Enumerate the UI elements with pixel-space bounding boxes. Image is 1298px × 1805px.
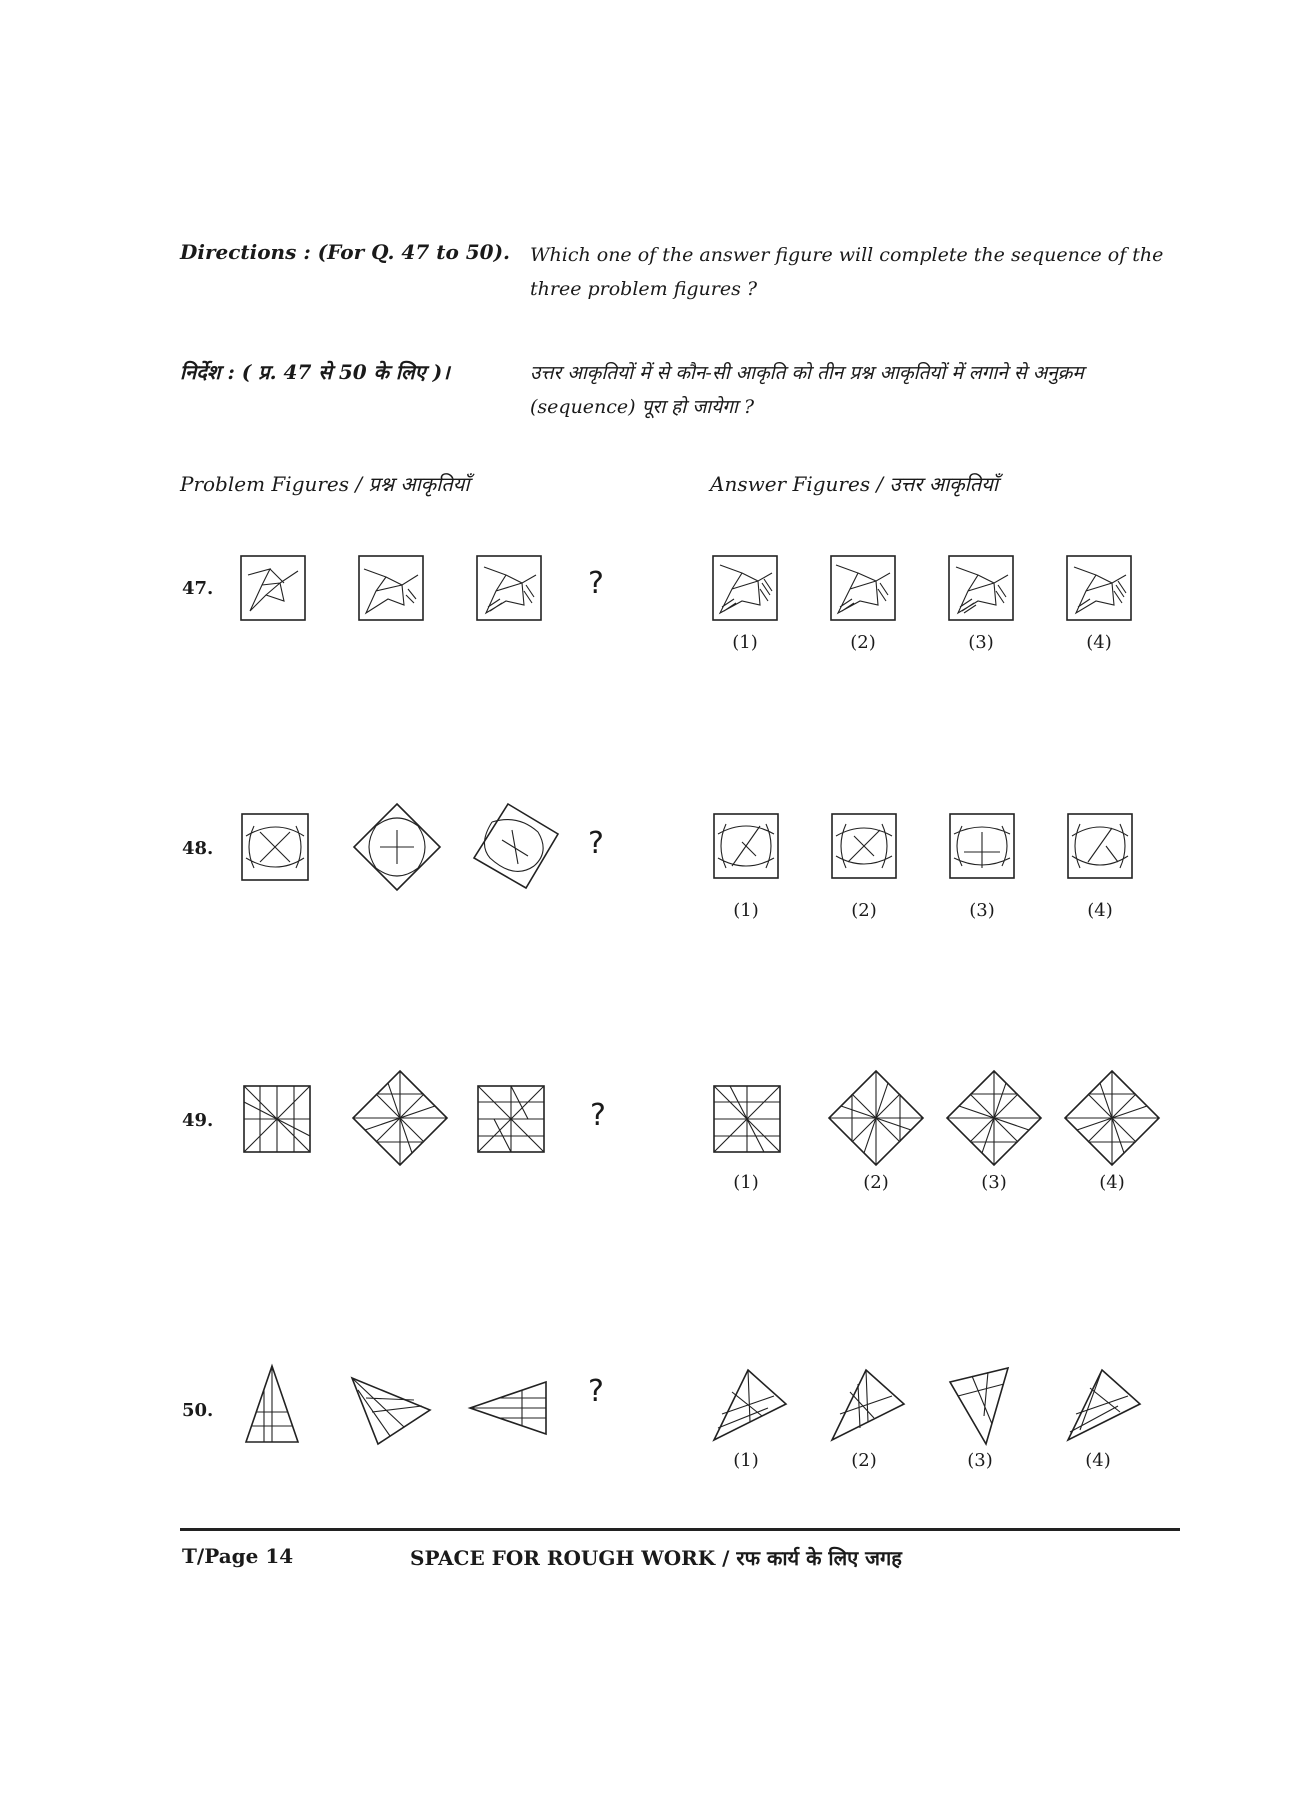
q49-problem-figure-2 [350,1068,450,1168]
q48-problem-figure-3 [468,800,562,894]
option-label-4: (4) [1085,1450,1111,1471]
problem-figures-header: Problem Figures / प्रश्न आकृतियाँ [180,472,470,496]
q50-problem-figure-2 [350,1376,432,1446]
q49-answer-figure-4[interactable] [1062,1068,1162,1168]
directions-text-en: Which one of the answer figure will complete the sequence of the three problem figures ? [530,244,1164,300]
question-mark: ? [590,1098,606,1133]
option-label-2: (2) [851,1450,877,1471]
footer-divider [180,1528,1180,1531]
q49-problem-figure-1 [242,1084,312,1154]
option-label-3: (3) [968,632,994,653]
option-label-3: (3) [969,900,995,921]
q47-answer-figure-2[interactable] [830,555,896,621]
q50-problem-figure-3 [468,1380,548,1436]
option-label-1: (1) [733,1172,759,1193]
option-label-1: (1) [732,632,758,653]
question-number: 50. [182,1400,214,1421]
directions-text-hi: उत्तर आकृतियों में से कौन-सी आकृति को तीन प्रश्न आकृतियों में लगाने से अनुक्रम (sequence) पूरा हो जायेगा ? [530,362,1084,418]
q47-answer-figure-3[interactable] [948,555,1014,621]
q50-answer-figure-3[interactable] [948,1366,1010,1446]
option-label-2: (2) [850,632,876,653]
question-number: 47. [182,578,214,599]
option-label-2: (2) [851,900,877,921]
q48-answer-figure-2[interactable] [830,812,898,880]
q47-problem-figure-1 [240,555,306,621]
directions-label-hi: निर्देश : ( प्र. 47 से 50 के लिए )। [180,360,450,384]
q48-answer-figure-3[interactable] [948,812,1016,880]
option-label-4: (4) [1086,632,1112,653]
directions-label-en: Directions : (For Q. 47 to 50). [180,240,511,264]
question-mark: ? [588,1374,604,1409]
question-number: 49. [182,1110,214,1131]
q47-answer-figure-1[interactable] [712,555,778,621]
option-label-2: (2) [863,1172,889,1193]
q48-problem-figure-2 [350,800,444,894]
q50-answer-figure-4[interactable] [1066,1368,1142,1442]
q49-answer-figure-1[interactable] [712,1084,782,1154]
question-number: 48. [182,838,214,859]
option-label-4: (4) [1087,900,1113,921]
question-mark: ? [588,826,604,861]
option-label-4: (4) [1099,1172,1125,1193]
q47-problem-figure-2 [358,555,424,621]
q50-answer-figure-1[interactable] [712,1368,788,1442]
q47-answer-figure-4[interactable] [1066,555,1132,621]
q48-problem-figure-1 [240,812,310,882]
q50-answer-figure-2[interactable] [830,1368,906,1442]
q49-answer-figure-3[interactable] [944,1068,1044,1168]
q48-answer-figure-1[interactable] [712,812,780,880]
q49-problem-figure-3 [476,1084,546,1154]
option-label-3: (3) [981,1172,1007,1193]
question-mark: ? [588,566,604,601]
option-label-1: (1) [733,1450,759,1471]
page-number: T/Page 14 [182,1544,294,1568]
q49-answer-figure-2[interactable] [826,1068,926,1168]
option-label-1: (1) [733,900,759,921]
answer-figures-header: Answer Figures / उत्तर आकृतियाँ [710,472,999,496]
q50-problem-figure-1 [244,1364,300,1444]
q48-answer-figure-4[interactable] [1066,812,1134,880]
option-label-3: (3) [967,1450,993,1471]
rough-work-label: SPACE FOR ROUGH WORK / रफ कार्य के लिए जगह [410,1546,902,1570]
q47-problem-figure-3 [476,555,542,621]
